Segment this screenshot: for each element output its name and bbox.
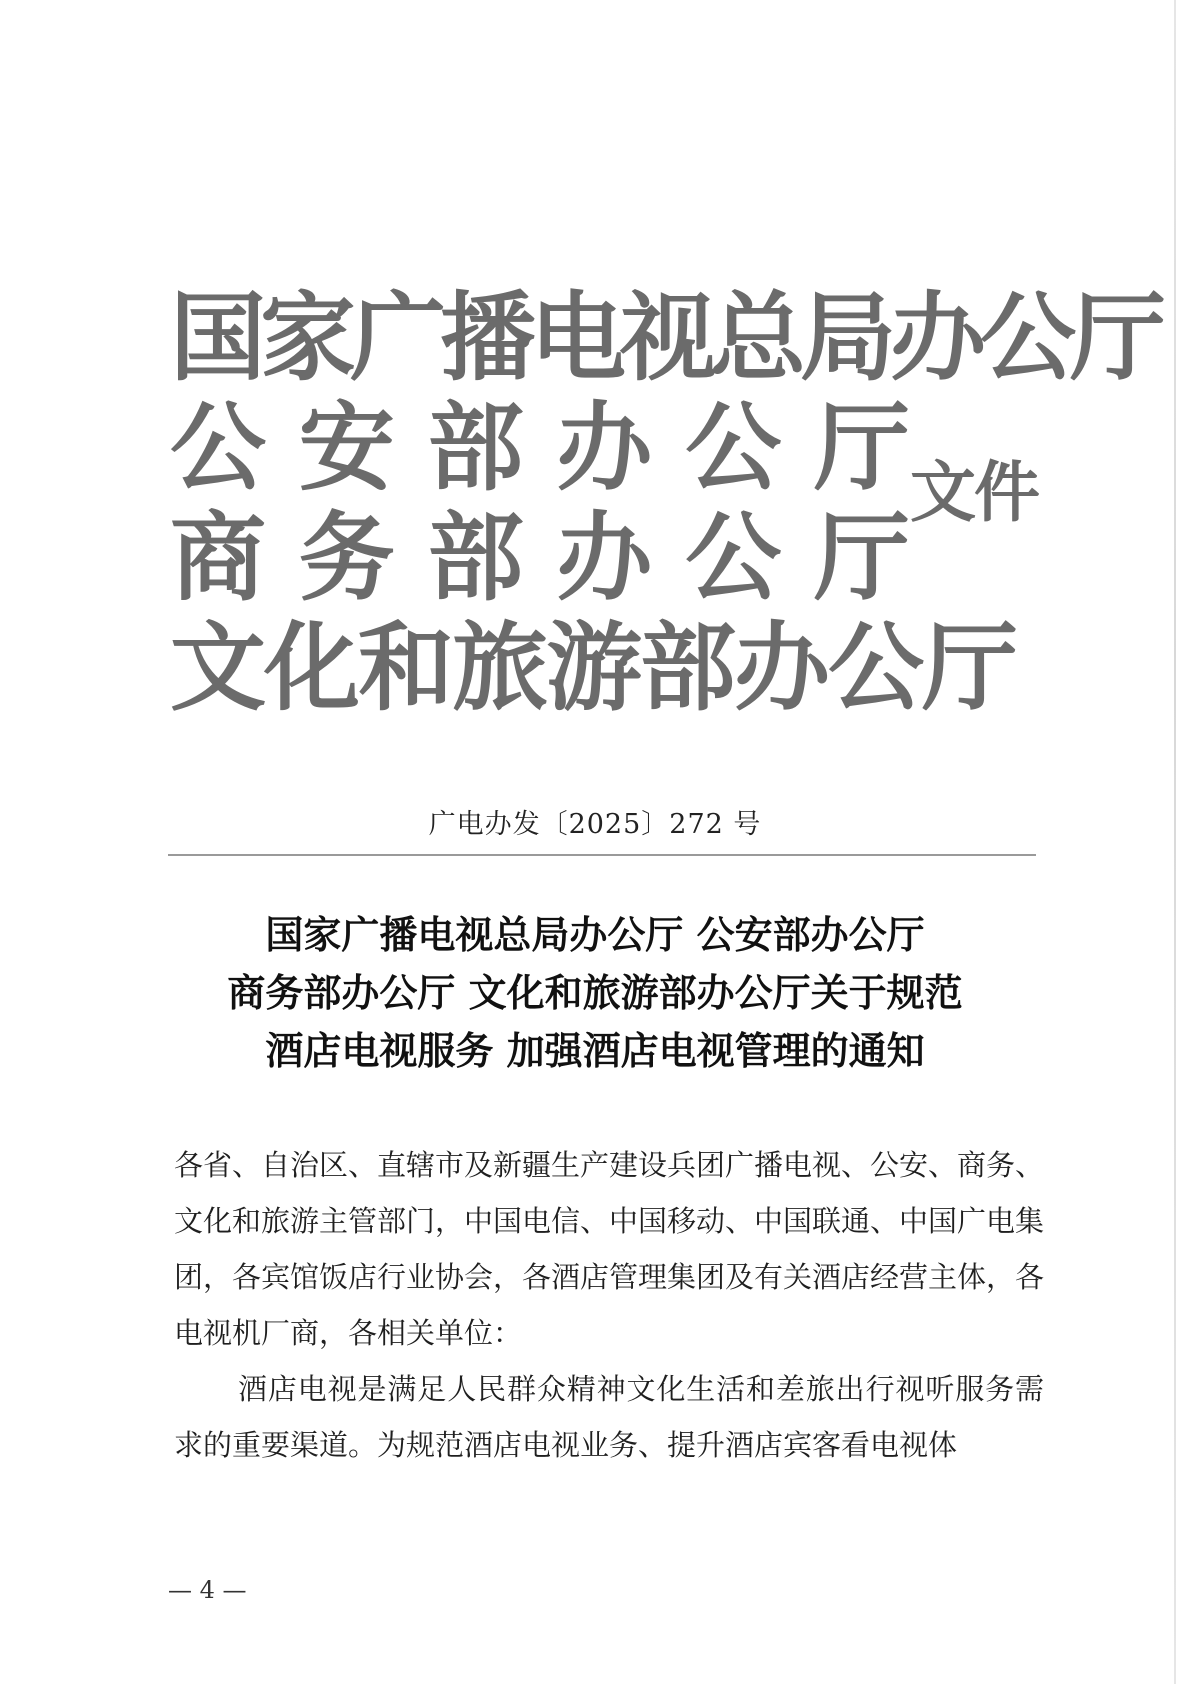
body-paragraph-1: 酒店电视是满足人民群众精神文化生活和差旅出行视听服务需求的重要渠道。为规范酒店电视业务、提升酒店宾客看电视体	[174, 1372, 1044, 1462]
issuer-char: 公	[685, 501, 782, 614]
issuer-char: 公	[170, 391, 266, 504]
title-line-1: 国家广播电视总局办公厅 公安部办公厅	[265, 913, 925, 957]
document-title	[0, 906, 1190, 1080]
issuer-char: 办	[556, 391, 653, 504]
doc-type-label: 文件	[910, 453, 1038, 531]
page-edge-shadow	[1174, 0, 1176, 1684]
issuer-char: 部	[427, 501, 524, 614]
issuer-char: 安	[298, 391, 395, 504]
issuer-char: 务	[298, 501, 395, 614]
header-divider	[168, 854, 1036, 856]
title-line-2: 商务部办公厅 文化和旅游部办公厅关于规范	[227, 971, 963, 1015]
red-header	[170, 281, 1160, 742]
page-number: — 4 —	[168, 1576, 247, 1604]
issuer-char: 部	[427, 391, 524, 504]
issuer-line-4: 文化和旅游部办公厅	[170, 611, 1016, 724]
issuer-line-1: 国家广播电视总局办公厅	[170, 281, 1160, 394]
title-line-3: 酒店电视服务 加强酒店电视管理的通知	[265, 1029, 925, 1073]
document-body	[174, 1137, 1044, 1473]
issuer-line-3	[170, 502, 910, 614]
issuer-line-2	[170, 392, 910, 504]
addressee-paragraph: 各省、自治区、直辖市及新疆生产建设兵团广播电视、公安、商务、文化和旅游主管部门，中国电信、中国移动、中国联通、中国广电集团，各宾馆饭店行业协会，各酒店管理集团及有关酒店经营主体，各电视机厂商，各相关单位：	[174, 1148, 1045, 1350]
document-number: 广电办发〔2025〕272 号	[428, 809, 762, 840]
issuer-char: 公	[685, 391, 782, 504]
issuer-char: 办	[556, 501, 653, 614]
issuer-char: 商	[170, 501, 266, 614]
issuer-char: 厅	[813, 391, 910, 504]
issuer-char: 厅	[813, 501, 910, 614]
